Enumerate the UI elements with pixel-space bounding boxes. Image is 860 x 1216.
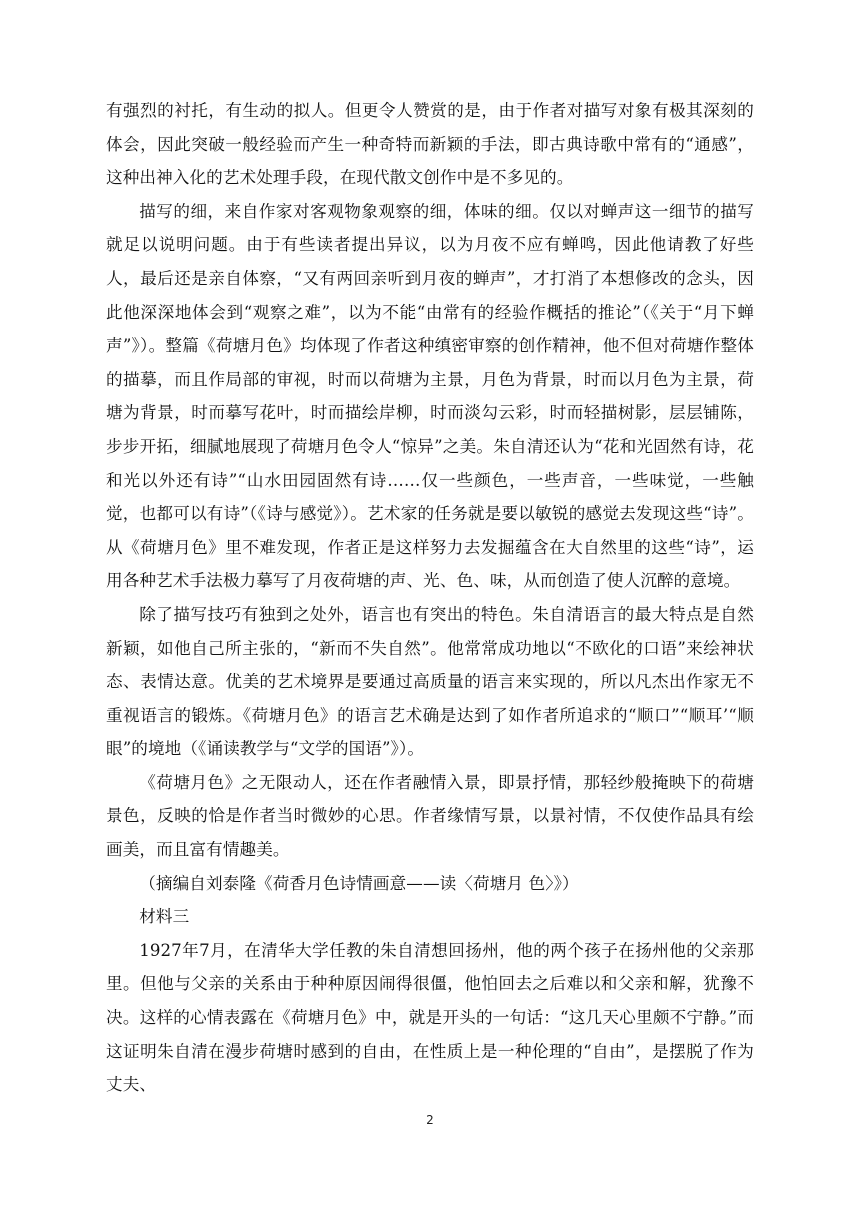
section-heading-material-three: 材料三	[139, 907, 190, 927]
paragraph-emotion: 《荷塘月色》之无限动人，还在作者融情入景，即景抒情，那轻纱般掩映下的荷塘景色，反映的恰是作者当时微妙的心思。作者缘情写景，以景衬情，不仅使作品具有绘画美，而且富有情趣美。	[106, 772, 754, 860]
source-citation: （摘编自刘泰隆《荷香月色诗情画意——读〈荷塘月 色〉》）	[139, 873, 579, 893]
paragraph-continuation: 有强烈的衬托，有生动的拟人。但更令人赞赏的是，由于作者对描写对象有极其深刻的体会，因此突破一般经验而产生一种奇特而新颖的手法，即古典诗歌中常有的“通感”，这种出神入化的艺术处理手段，在现代散文创作中是不多见的。	[106, 101, 754, 188]
paragraph-material-three: 1927年7月，在清华大学任教的朱自清想回扬州，他的两个孩子在扬州他的父亲那里。但他与父亲的关系由于种种原因闹得很僵，他怕回去之后难以和父亲和解，犹豫不决。这样的心情表露在《荷塘月色》中，就是开头的一句话：“这几天心里颇不宁静。”而这证明朱自清在漫步荷塘时感到的自由，在性质上是一种伦理的“自由”，是摆脱了作为丈夫、	[106, 940, 754, 1095]
paragraph-language: 除了描写技巧有独到之处外，语言也有突出的特色。朱自清语言的最大特点是自然新颖，如他自己所主张的，“新而不失自然”。他常常成功地以“不欧化的口语”来绘神状态、表情达意。优美的艺术境界是要通过高质量的语言来实现的，所以凡杰出作家无不重视语言的锻炼。《荷塘月色》的语言艺术确是达到了如作者所追求的“顺口”“顺耳’“顺眼”的境地（《诵读教学与“文学的国语”》）。	[106, 604, 754, 759]
paragraph-observation: 描写的细，来自作家对客观物象观察的细，体味的细。仅以对蝉声这一细节的描写就足以说明问题。由于有些读者提出异议，以为月夜不应有蝉鸣，因此他请教了好些人，最后还是亲自体察，“又有两回亲听到月夜的蝉声”，才打消了本想修改的念头，因此他深深地体会到“观察之难”，以为不能“由常有的经验作概括的推论”（《关于“月下蝉声”》）。整篇《荷塘月色》均体现了作者这种缜密审察的创作精神，他不但对荷塘作整体的描摹，而且作局部的审视，时而以荷塘为主景，月色为背景，时而以月色为主景，荷塘为背景，时而摹写花叶，时而描绘岸柳，时而淡勾云彩，时而轻描树影，层层铺陈，步步开拓，细腻地展现了荷塘月色令人“惊异”之美。朱自清还认为“花和光固然有诗，花和光以外还有诗”“山水田园固然有诗……仅一些颜色，一些声音，一些味觉，一些触觉，也都可以有诗”（《诗与感觉》）。艺术家的任务就是要以敏锐的感觉去发现这些“诗”。从《荷塘月色》里不难发现，作者正是这样努力去发掘蕴含在大自然里的这些“诗”，运用各种艺术手法极力摹写了月夜荷塘的声、光、色、味，从而创造了使人沉醉的意境。	[106, 201, 754, 591]
page-number: 2	[426, 1113, 434, 1127]
document-body	[106, 94, 754, 1102]
